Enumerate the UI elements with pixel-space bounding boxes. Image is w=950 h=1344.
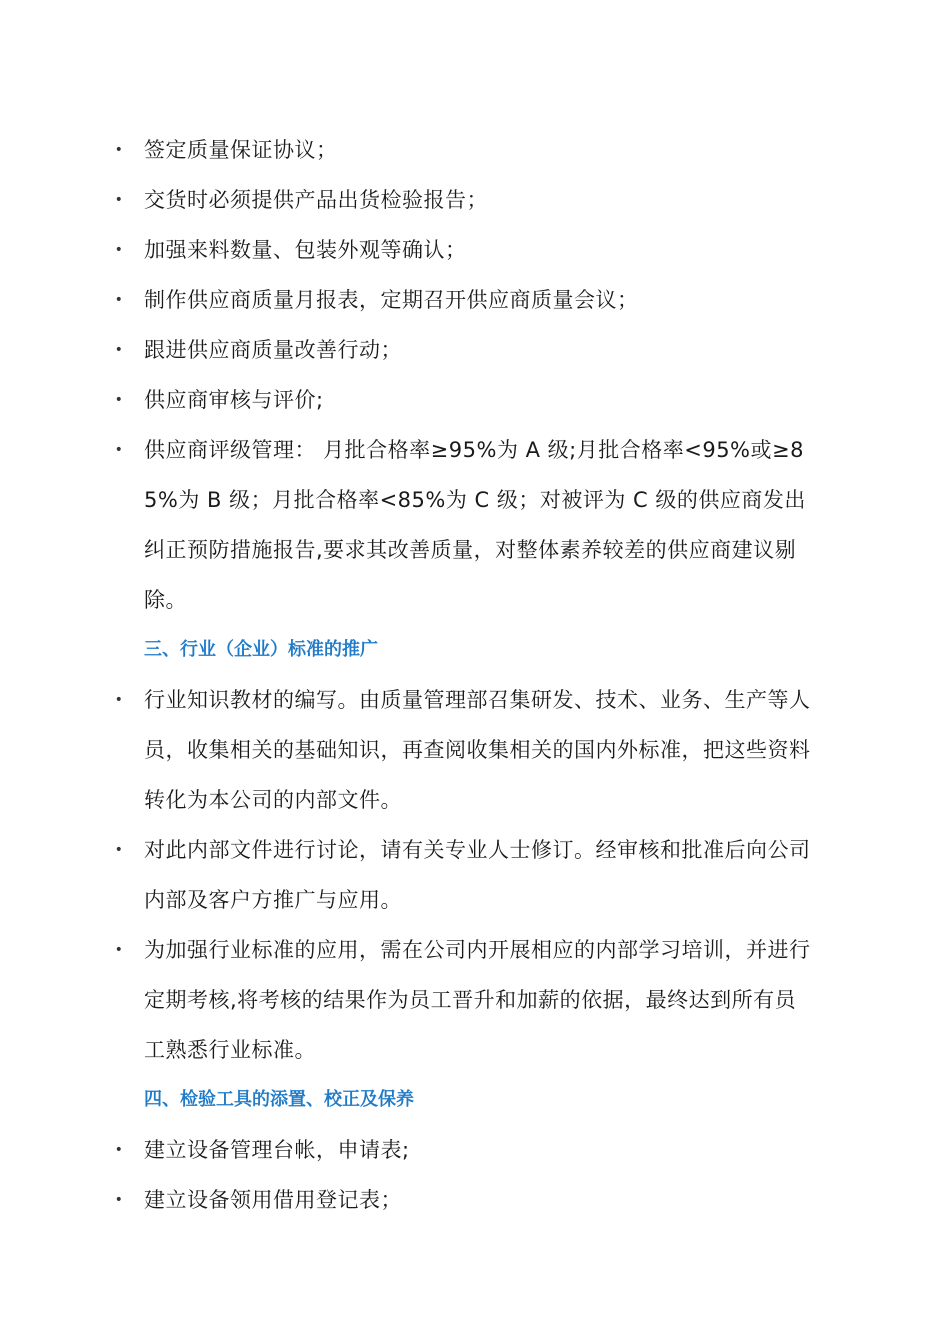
section-heading: 三、行业（企业）标准的推广 bbox=[144, 639, 378, 660]
list-item-text: 交货时必须提供产品出货检验报告； bbox=[144, 188, 488, 212]
bullet-icon: • bbox=[114, 1192, 124, 1208]
bullet-icon: • bbox=[114, 292, 124, 308]
list-item bbox=[112, 425, 812, 625]
bullet-icon: • bbox=[114, 442, 124, 458]
section-heading: 四、检验工具的添置、校正及保养 bbox=[144, 1089, 414, 1110]
list-item bbox=[112, 275, 812, 325]
list-item-text: 对此内部文件进行讨论，请有关专业人士修订。经审核和批准后向公司内部及客户方推广与应用。 bbox=[144, 838, 811, 912]
list-item bbox=[112, 1125, 812, 1175]
bullet-icon: • bbox=[114, 192, 124, 208]
bullet-icon: • bbox=[114, 942, 124, 958]
bullet-icon: • bbox=[114, 142, 124, 158]
list-item-text: 签定质量保证协议； bbox=[144, 138, 338, 162]
list-item bbox=[112, 825, 812, 925]
list-item-text: 加强来料数量、包装外观等确认； bbox=[144, 238, 467, 262]
list-item bbox=[112, 175, 812, 225]
bullet-icon: • bbox=[114, 242, 124, 258]
list-item-text: 制作供应商质量月报表，定期召开供应商质量会议； bbox=[144, 288, 639, 312]
bullet-icon: • bbox=[114, 842, 124, 858]
list-item-text: 跟进供应商质量改善行动； bbox=[144, 338, 402, 362]
list-item bbox=[112, 225, 812, 275]
list-item bbox=[112, 125, 812, 175]
list-item-text: 建立设备领用借用登记表； bbox=[144, 1188, 402, 1212]
list-item bbox=[112, 675, 812, 825]
document-content bbox=[112, 125, 812, 1225]
list-item-text: 供应商评级管理： 月批合格率≥95%为 A 级;月批合格率<95%或≥85%为 B 级；月批合格率<85%为 C 级；对被评为 C 级的供应商发出纠正预防措施报告,要求其改善质量，对整体素养较差的供应商建议剔除。 bbox=[144, 438, 806, 612]
list-item-text: 建立设备管理台帐，申请表; bbox=[144, 1138, 410, 1162]
bullet-icon: • bbox=[114, 692, 124, 708]
list-item bbox=[112, 925, 812, 1075]
bullet-icon: • bbox=[114, 1142, 124, 1158]
list-item bbox=[112, 325, 812, 375]
list-item-text: 供应商审核与评价; bbox=[144, 388, 324, 412]
list-item bbox=[112, 375, 812, 425]
list-item-text: 为加强行业标准的应用，需在公司内开展相应的内部学习培训，并进行定期考核,将考核的结果作为员工晋升和加薪的依据，最终达到所有员工熟悉行业标准。 bbox=[144, 938, 811, 1062]
bullet-icon: • bbox=[114, 342, 124, 358]
list-item bbox=[112, 1175, 812, 1225]
list-item-text: 行业知识教材的编写。由质量管理部召集研发、技术、业务、生产等人员，收集相关的基础知识，再查阅收集相关的国内外标准，把这些资料转化为本公司的内部文件。 bbox=[144, 688, 811, 812]
bullet-icon: • bbox=[114, 392, 124, 408]
